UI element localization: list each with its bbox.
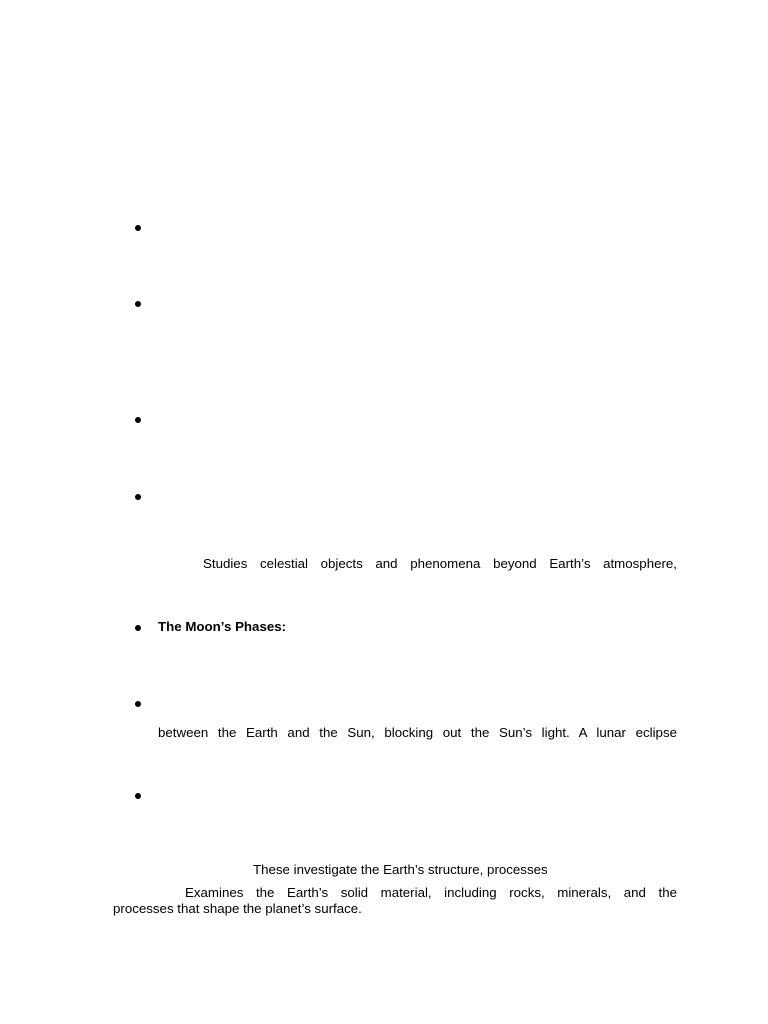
bullet-point	[135, 701, 141, 707]
bullet-point	[135, 793, 141, 799]
bullet-point	[135, 301, 141, 307]
bullet-point	[135, 625, 141, 631]
earth-sciences-description: These investigate the Earth’s structure, processes	[253, 862, 548, 877]
bullet-point	[135, 417, 141, 423]
astronomy-description: Studies celestial objects and phenomena beyond Earth’s atmosphere,	[203, 556, 677, 571]
geology-description-line-1: Examines the Earth’s solid material, including rocks, minerals, and the	[185, 885, 677, 900]
eclipse-description: between the Earth and the Sun, blocking out the Sun’s light. A lunar eclipse	[158, 725, 677, 740]
bullet-point	[135, 225, 141, 231]
geology-description-line-2: processes that shape the planet’s surface.	[113, 901, 362, 916]
moon-phases-heading: The Moon’s Phases:	[158, 619, 287, 634]
bullet-point	[135, 494, 141, 500]
